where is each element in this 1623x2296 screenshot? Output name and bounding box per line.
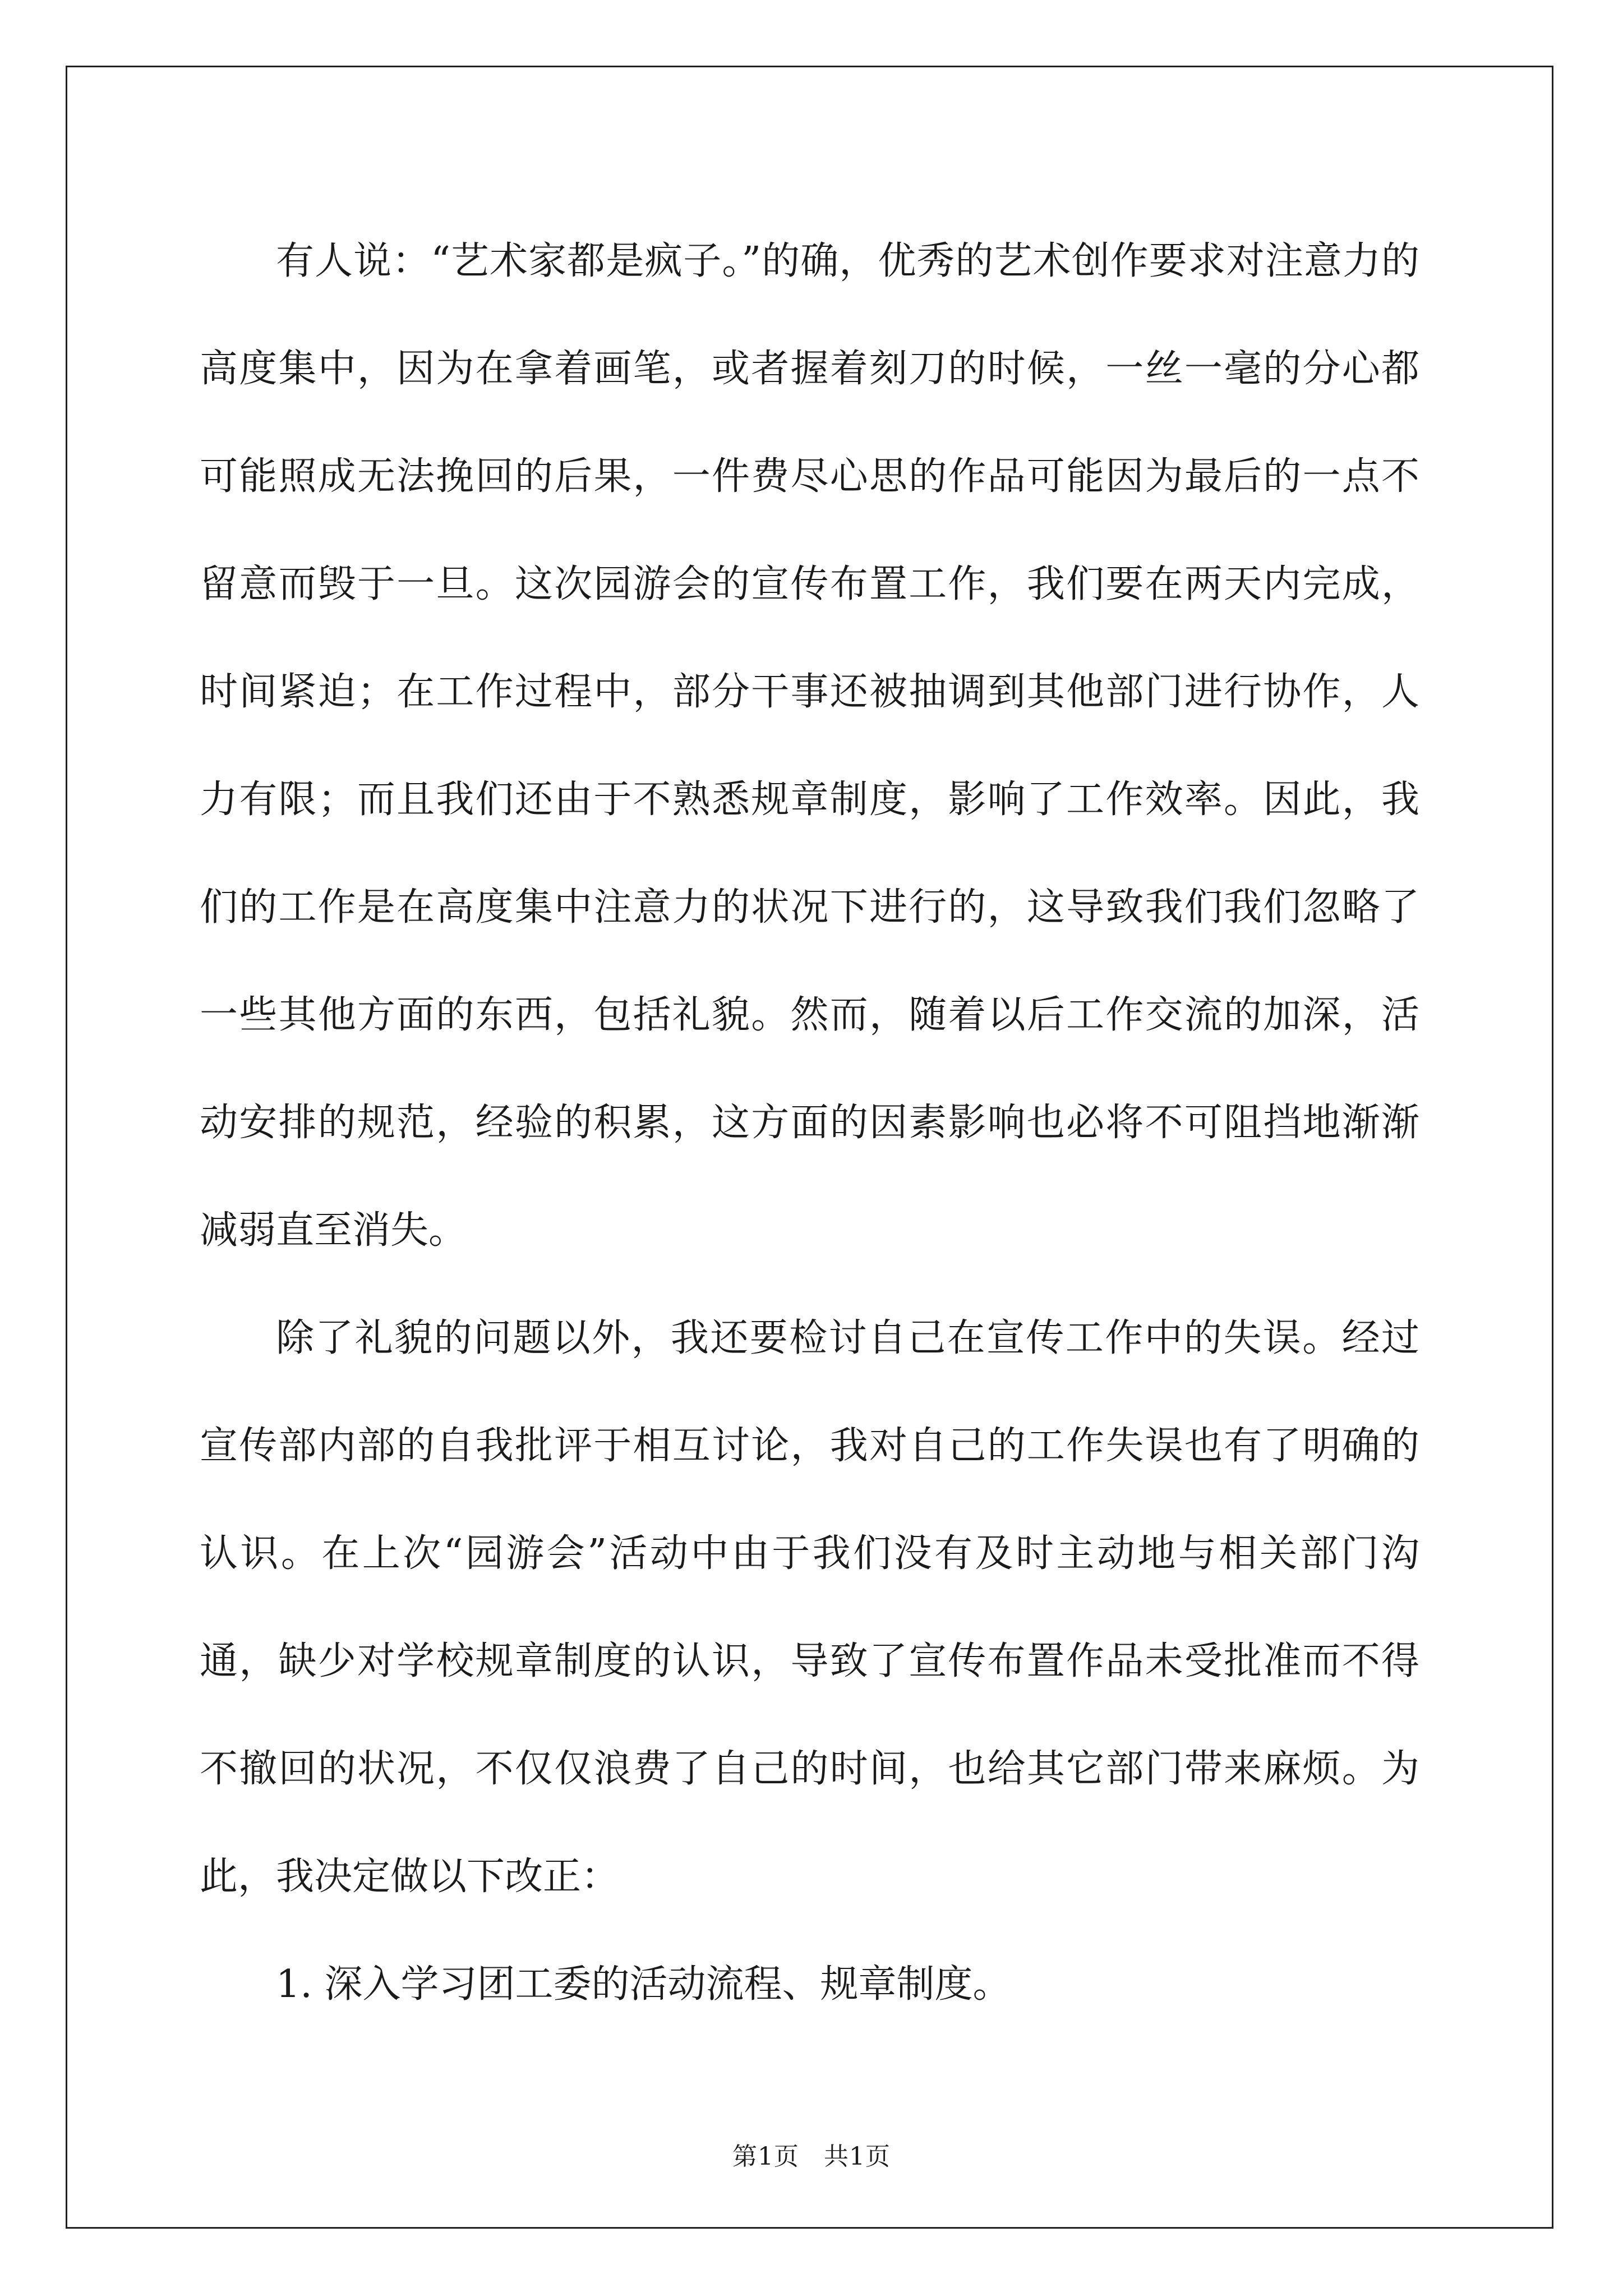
list-item-1: 1. 深入学习团工委的活动流程、规章制度。 <box>276 1962 1011 2007</box>
paragraph-1: 有人说：“艺术家都是疯子。”的确，优秀的艺术创作要求对注意力的高度集中，因为在拿着画笔，或者握着刻刀的时候，一丝一毫的分心都可能照成无法挽回的后果，一件费尽心思的作品可能因为最后的一点不留意而毁于一旦。这次园游会的宣传布置工作，我们要在两天内完成，时间紧迫；在工作过程中，部分干事还被抽调到其他部门进行协作，人力有限；而且我们还由于不熟悉规章制度，影响了工作效率。因此，我们的工作是在高度集中注意力的状况下进行的，这导致我们我们忽略了一些其他方面的东西，包括礼貌。然而，随着以后工作交流的加深，活动安排的规范，经验的积累，这方面的因素影响也必将不可阻挡地渐渐减弱直至消失。 <box>200 239 1419 1253</box>
page-number: 第1页 <box>732 2142 799 2171</box>
paragraph-2: 除了礼貌的问题以外，我还要检讨自己在宣传工作中的失误。经过宣传部内部的自我批评于相互讨论，我对自己的工作失误也有了明确的认识。在上次“园游会”活动中由于我们没有及时主动地与相关部门沟通，缺少对学校规章制度的认识，导致了宣传布置作品未受批准而不得不撤回的状况，不仅仅浪费了自己的时间，也给其它部门带来麻烦。为此，我决定做以下改正： <box>200 1316 1419 1899</box>
page-total: 共1页 <box>824 2142 891 2171</box>
document-body <box>200 208 1419 2039</box>
page-footer <box>0 2136 1623 2172</box>
